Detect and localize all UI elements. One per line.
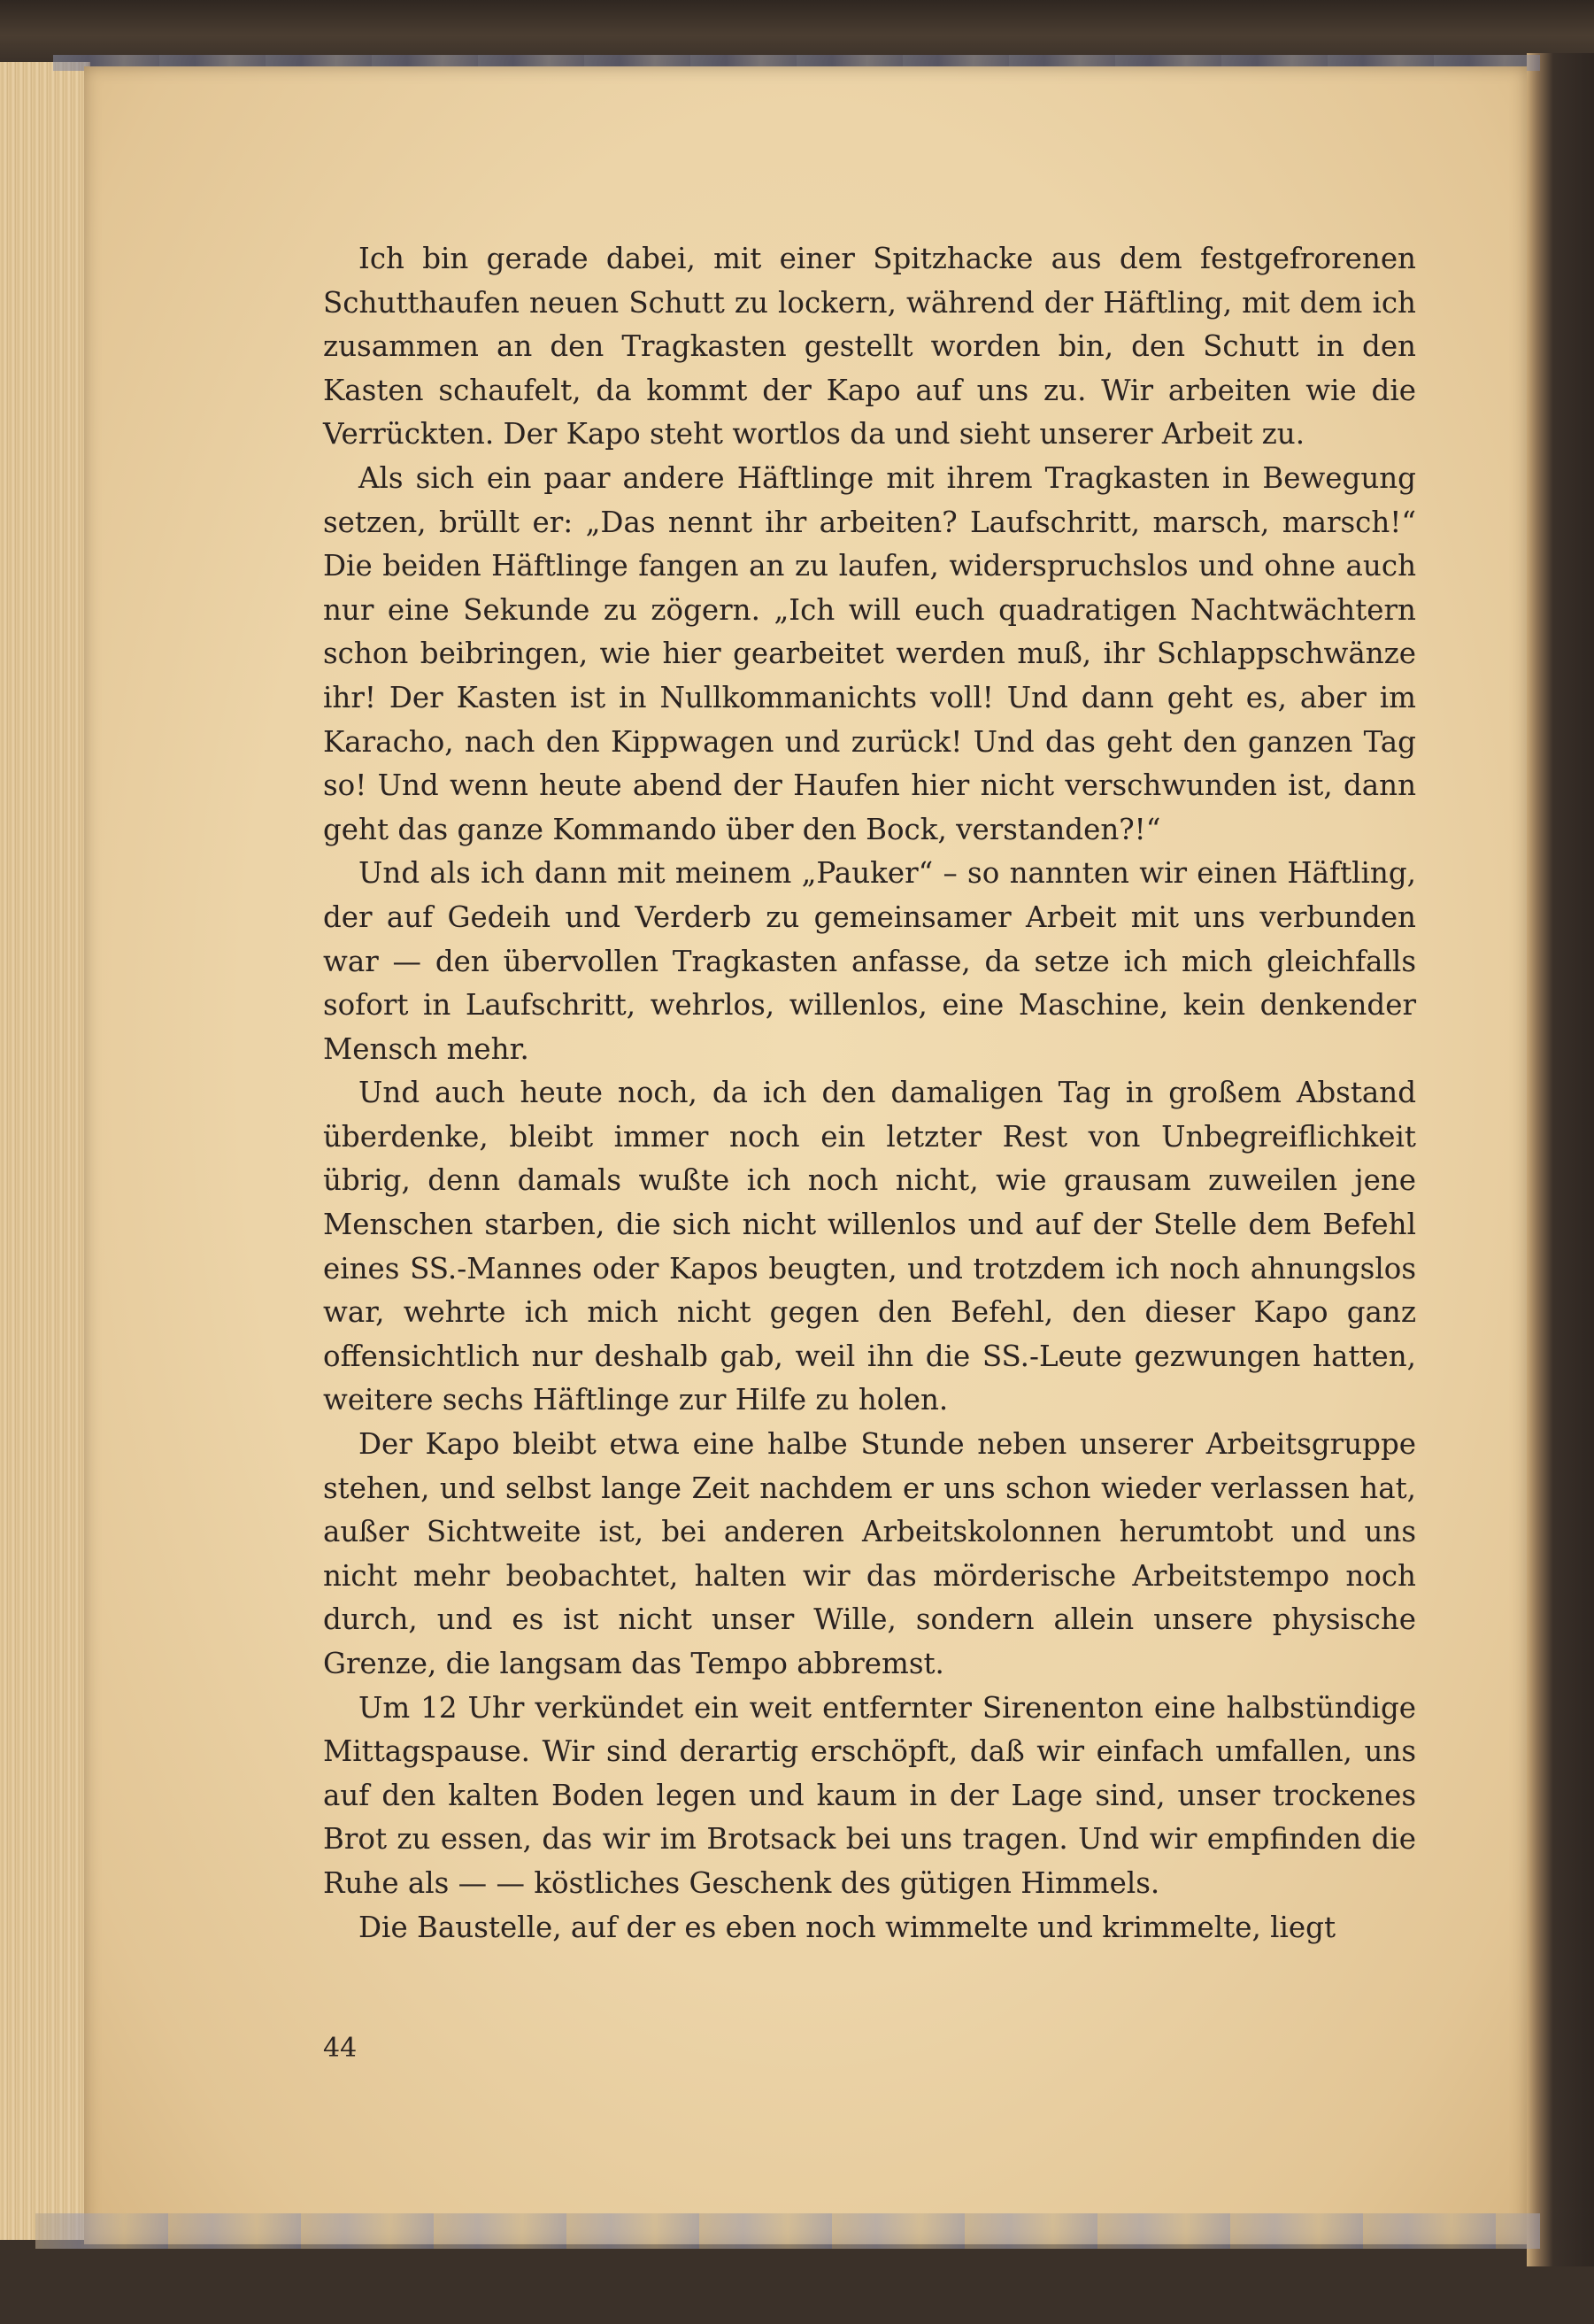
bottom-binding-band: [35, 2213, 1540, 2249]
paragraph-1: Ich bin gerade dabei, mit einer Spitzhacke aus dem festgefrorenen Schutthaufen neuen Schutt zu lockern, während der Häftling, mit dem ich zusammen an den Tragkasten gestellt worden bin, den Schutt in den Kasten schaufelt, da kommt der Kapo auf uns zu. Wir arbeiten wie die Verrückten. Der Kapo steht wortlos da und sieht unserer Arbeit zu.: [323, 242, 1416, 452]
paragraph-2: Als sich ein paar andere Häftlinge mit ihrem Tragkasten in Bewegung setzen, brüllt er: „Das nennt ihr arbeiten? Laufschritt, marsch, marsch!“ Die beiden Häftlinge fangen an zu laufen, widerspruchslos und ohne auch nur eine Sekunde zu zögern. „Ich will euch quadratigen Nachtwächtern schon beibringen, wie hier gearbeitet werden muß, ihr Schlappschwänze ihr! Der Kasten ist in Nullkommanichts voll! Und dann geht es, aber im Karacho, nach den Kippwagen und zurück! Und das geht den ganzen Tag so! Und wenn heute abend der Haufen hier nicht verschwunden ist, dann geht das ganze Kommando über den Bock, verstanden?!“: [323, 460, 1416, 846]
paragraph-7: Die Baustelle, auf der es eben noch wimmelte und krimmelte, liegt: [358, 1910, 1336, 1944]
paragraph-6: Um 12 Uhr verkündet ein weit entfernter Sirenenton eine halbstündige Mittagspause. Wir sind derartig erschöpft, daß wir einfach umfallen, uns auf den kalten Boden legen und kaum in der Lage sind, unser trockenes Brot zu essen, das wir im Brotsack bei uns tragen. Und wir empfinden die Ruhe als — — köstliches Geschenk des gütigen Himmels.: [323, 1690, 1416, 1900]
paragraph-5: Der Kapo bleibt etwa eine halbe Stunde neben unserer Arbeitsgruppe stehen, und selbst lange Zeit nachdem er uns schon wieder verlassen hat, außer Sichtweite ist, bei anderen Arbeitskolonnen herumtobt und uns nicht mehr beobachtet, halten wir das mörderische Arbeitstempo noch durch, und es ist nicht unser Wille, sondern allein unsere physische Grenze, die langsam das Tempo abbremst.: [323, 1427, 1416, 1680]
paragraph-3: Und als ich dann mit meinem „Pauker“ – so nannten wir einen Häftling, der auf Gedeih und Verderb zu gemeinsamer Arbeit mit uns verbunden war — den übervollen Tragkasten anfasse, da setze ich mich gleichfalls sofort in Laufschritt, wehrlos, willenlos, eine Maschine, kein denkender Mensch mehr.: [323, 856, 1416, 1066]
book-cover-edge: [1527, 53, 1594, 2266]
page-stack-edge: [0, 62, 90, 2240]
page-number: 44: [323, 2033, 358, 2064]
body-text: [323, 237, 1416, 1950]
paragraph-4: Und auch heute noch, da ich den damaligen Tag in großem Abstand überdenke, bleibt immer noch ein letzter Rest von Unbegreiflichkeit übrig, denn damals wußte ich noch nicht, wie grausam zuweilen jene Menschen starben, die sich nicht willenlos und auf der Stelle dem Befehl eines SS.-Mannes oder Kapos beugten, und trotzdem ich noch ahnungslos war, wehrte ich mich nicht gegen den Befehl, den dieser Kapo ganz offensichtlich nur deshalb gab, weil ihn die SS.-Leute gezwungen hatten, weitere sechs Häftlinge zur Hilfe zu holen.: [323, 1076, 1416, 1417]
